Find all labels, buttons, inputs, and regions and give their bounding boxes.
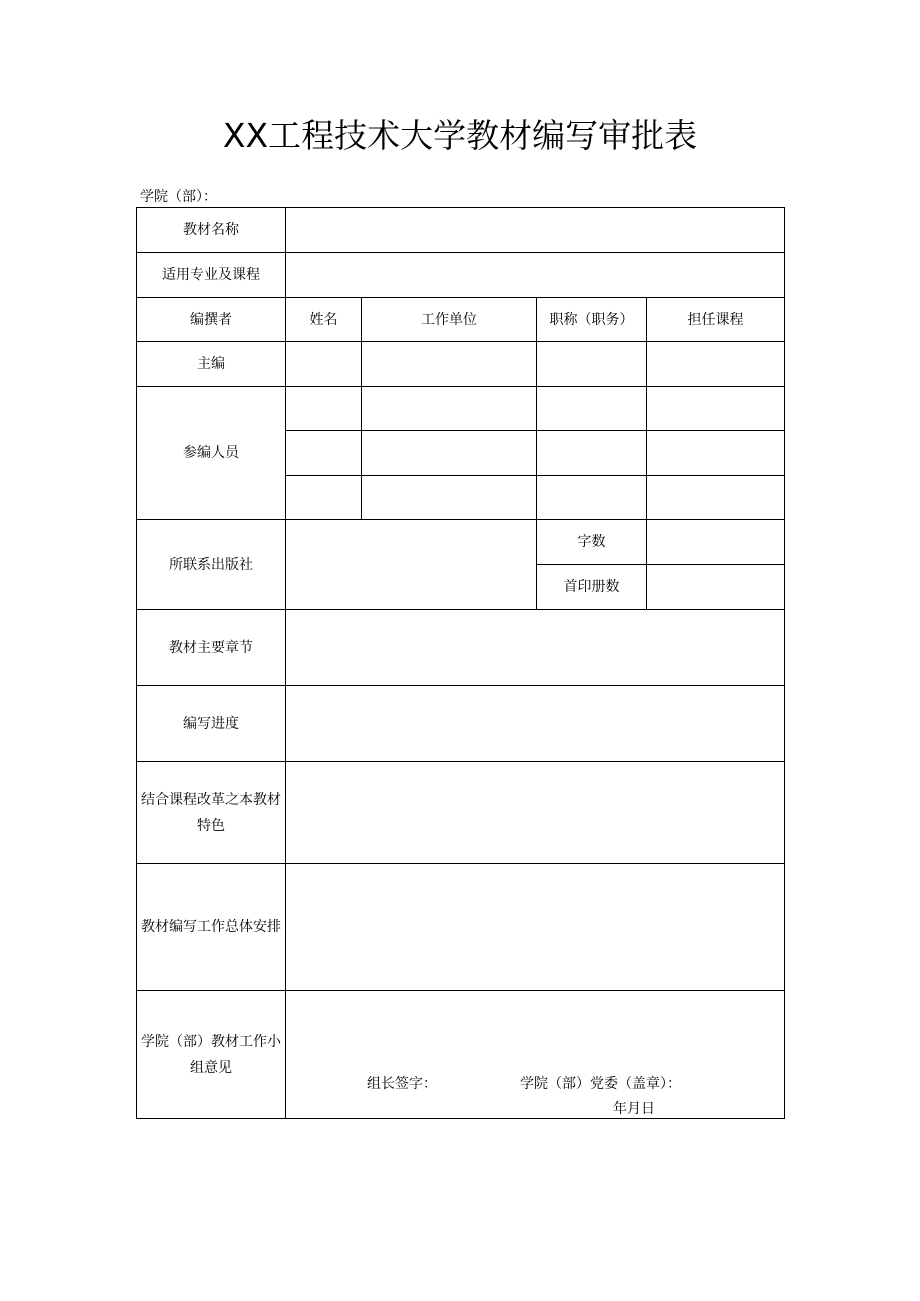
features-label: 结合课程改革之本教材特色	[137, 762, 286, 864]
major-course-field[interactable]	[286, 253, 785, 298]
col-title-header: 职称（职务）	[537, 298, 647, 342]
authors-label: 编撰者	[137, 298, 286, 342]
contributor-name-field[interactable]	[286, 387, 362, 431]
progress-field[interactable]	[286, 686, 785, 762]
college-label: 学院（部）：	[140, 189, 217, 205]
col-course-header: 担任课程	[647, 298, 785, 342]
arrangement-label: 教材编写工作总体安排	[137, 864, 286, 991]
main-chapters-label: 教材主要章节	[137, 610, 286, 686]
chief-editor-course-field[interactable]	[647, 342, 785, 387]
publisher-field[interactable]	[286, 520, 537, 610]
contributor-unit-field[interactable]	[362, 387, 537, 431]
first-print-label: 首印册数	[537, 565, 647, 610]
contributor-title-field[interactable]	[537, 387, 647, 431]
approval-form-table	[136, 207, 785, 1119]
textbook-name-label: 教材名称	[137, 208, 286, 253]
contributor-course-field[interactable]	[647, 476, 785, 520]
contributor-course-field[interactable]	[647, 387, 785, 431]
contributors-label: 参编人员	[137, 387, 286, 520]
contributor-name-field[interactable]	[286, 476, 362, 520]
word-count-field[interactable]	[647, 520, 785, 565]
chief-editor-name-field[interactable]	[286, 342, 362, 387]
first-print-field[interactable]	[647, 565, 785, 610]
col-unit-header: 工作单位	[362, 298, 537, 342]
contributor-course-field[interactable]	[647, 431, 785, 476]
committee-seal-label: 学院（部）党委（盖章）：	[520, 1076, 681, 1092]
chief-editor-unit-field[interactable]	[362, 342, 537, 387]
arrangement-field[interactable]	[286, 864, 785, 991]
contributor-name-field[interactable]	[286, 431, 362, 476]
publisher-label: 所联系出版社	[137, 520, 286, 610]
features-field[interactable]	[286, 762, 785, 864]
page-title: XX工程技术大学教材编写审批表	[222, 116, 698, 155]
col-name-header: 姓名	[286, 298, 362, 342]
contributor-title-field[interactable]	[537, 476, 647, 520]
major-course-label: 适用专业及课程	[137, 253, 286, 298]
main-chapters-field[interactable]	[286, 610, 785, 686]
progress-label: 编写进度	[137, 686, 286, 762]
leader-signature-label: 组长签字：	[367, 1076, 437, 1092]
textbook-name-field[interactable]	[286, 208, 785, 253]
contributor-title-field[interactable]	[537, 431, 647, 476]
chief-editor-label: 主编	[137, 342, 286, 387]
opinion-field[interactable]	[286, 991, 785, 1119]
word-count-label: 字数	[537, 520, 647, 565]
contributor-unit-field[interactable]	[362, 431, 537, 476]
chief-editor-title-field[interactable]	[537, 342, 647, 387]
opinion-label: 学院（部）教材工作小组意见	[137, 991, 286, 1119]
contributor-unit-field[interactable]	[362, 476, 537, 520]
date-label: 年月日	[613, 1101, 655, 1117]
